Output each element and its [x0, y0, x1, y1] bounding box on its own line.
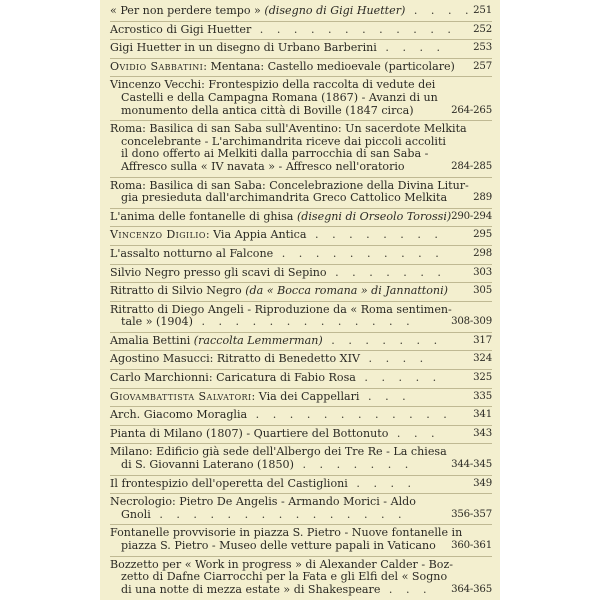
entry-text: Castelli e della Campagna Romana (1867) - Avanzi di un [121, 90, 438, 104]
entry-line [110, 42, 492, 55]
page-number: 308-309 [451, 316, 492, 328]
page-number: 295 [473, 229, 492, 241]
entry-line [110, 584, 492, 597]
index-entry [110, 389, 492, 408]
page-number: 303 [473, 266, 492, 278]
index-entry [110, 227, 492, 246]
index-entry [110, 476, 492, 495]
page-number: 335 [473, 390, 492, 402]
index-entry [110, 525, 492, 556]
index-entry [110, 283, 492, 302]
leader-dots: . . . . . [355, 371, 442, 385]
page-number: 324 [473, 353, 492, 365]
index-entry [110, 3, 492, 22]
entry-text: Pianta di Milano (1807) - Quartiere del Bottonuto [110, 426, 389, 440]
index-entry [110, 59, 492, 78]
entry-text: Giovambattista Salvatori [110, 389, 252, 403]
entry-text: Carlo Marchionni: Caricatura di Fabio Rosa [110, 371, 356, 385]
entry-line [110, 211, 492, 224]
entry-line [110, 316, 492, 329]
entry-text: : Via dei Cappellari [251, 389, 360, 403]
entry-line [110, 248, 492, 261]
entry-line [110, 335, 492, 348]
leader-dots: . . . . . . . . . . . . . [192, 315, 415, 329]
page-number: 257 [473, 60, 492, 72]
index-entry [110, 302, 492, 333]
page-number: 325 [473, 372, 492, 384]
leader-dots: . . . . [405, 4, 474, 17]
entry-text: Silvio Negro presso gli scavi di Sepino [110, 265, 327, 279]
page-number: 344-345 [451, 459, 492, 471]
index-entry [110, 40, 492, 59]
entry-text: il dono offerto ai Melkiti dalla parrocchia di san Saba - [121, 147, 429, 161]
index-entry [110, 209, 492, 228]
entry-line [110, 161, 492, 174]
entry-line [110, 409, 492, 422]
entry-text: Acrostico di Gigi Huetter [110, 22, 252, 36]
entry-text: (raccolta Lemmerman) [193, 333, 323, 347]
page-number: 251 [473, 5, 492, 16]
leader-dots: . . . . [376, 41, 446, 55]
leader-dots: . . . . . . . . . . [273, 246, 444, 260]
entry-text: gia presieduta dall'archimandrita Greco Cattolico Melkita [121, 191, 448, 205]
index-entry [110, 557, 492, 600]
page-number: 289 [473, 192, 492, 204]
index-entry [110, 22, 492, 41]
entry-line [110, 285, 492, 298]
entry-text: Necrologio: Pietro De Angelis - Armando Morici - Aldo [110, 495, 416, 509]
page-number: 364-365 [451, 583, 492, 595]
entry-text: : Mentana: Castello medioevale (particolare) [203, 59, 455, 73]
leader-dots: . . . . . . . . . . . . [251, 22, 456, 36]
entry-text: Fontanelle provvisorie in piazza S. Pietro - Nuove fontanelle in [110, 526, 463, 540]
index-entry [110, 444, 492, 475]
entry-text: Ritratto di Diego Angeli - Riproduzione da « Roma sentimen- [110, 302, 452, 316]
index-entry [110, 351, 492, 370]
index-entry [110, 246, 492, 265]
entry-text: Roma: Basilica di san Saba: Concelebrazione della Divina Litur- [110, 178, 469, 192]
entry-line [110, 192, 492, 205]
page-number: 284-285 [451, 160, 492, 172]
entry-text: Il frontespizio dell'operetta del Castiglioni [110, 476, 348, 490]
entry-line [110, 267, 492, 280]
index-entry [110, 494, 492, 525]
entry-line [110, 478, 492, 491]
entry-text: di una notte di mezza estate » di Shakespeare [121, 582, 381, 596]
leader-dots: . . . . [347, 476, 417, 490]
index-entry [110, 370, 492, 389]
entry-text: L'anima delle fontanelle di ghisa [110, 209, 297, 223]
leader-dots: . . . . [359, 352, 429, 366]
leader-dots: . . . [359, 389, 411, 403]
entry-text: (da « Bocca romana » di Jannattoni) [245, 284, 448, 298]
entry-line [110, 509, 492, 522]
index-entry [110, 333, 492, 352]
entry-line [110, 105, 492, 118]
page-number: 252 [473, 23, 492, 35]
entry-text: Amalia Bettini [110, 333, 194, 347]
entry-text: « Per non perdere tempo » [110, 4, 265, 17]
entry-line [110, 229, 492, 242]
leader-dots: . . . . . . . [326, 265, 446, 279]
entry-text: Agostino Masucci: Ritratto di Benedetto XIV [110, 352, 360, 366]
entry-line [110, 391, 492, 404]
leader-dots: . . . . . . . [293, 458, 414, 472]
entry-text: tale » (1904) [121, 315, 193, 329]
page-number: 298 [473, 247, 492, 259]
entry-text: Gigi Huetter in un disegno di Urbano Barberini [110, 41, 377, 55]
index-entry [110, 178, 492, 209]
entry-text: zetto di Dafne Ciarrocchi per la Fata e gli Elfi del « Sogno [121, 570, 448, 584]
entry-line [110, 61, 492, 74]
entry-line [110, 428, 492, 441]
entry-line [110, 372, 492, 385]
leader-dots: . . . [388, 426, 440, 440]
entry-text: Milano: Edificio già sede dell'Albergo dei Tre Re - La chiesa [110, 445, 447, 459]
index-page [100, 0, 500, 600]
entry-line [110, 353, 492, 366]
leader-dots: . . . . . . . . [306, 228, 443, 242]
entry-line [110, 459, 492, 472]
index-entry [110, 121, 492, 177]
entry-text: Ritratto di Silvio Negro [110, 284, 246, 298]
leader-dots: . . . [380, 582, 432, 596]
page-number: 341 [473, 409, 492, 421]
entry-text: di S. Giovanni Laterano (1850) [121, 458, 294, 472]
entry-text: (disegni di Orseolo Torossi) [296, 209, 452, 223]
page-number: 264-265 [451, 104, 492, 116]
page-number: 349 [473, 477, 492, 489]
entry-text: piazza S. Pietro - Museo delle vetture papali in Vaticano [121, 539, 436, 552]
entry-text: concelebrante - L'archimandrita riceve dai piccoli accoliti [121, 134, 446, 148]
entry-text: Affresco sulla « IV navata » - Affresco nell'oratorio [121, 159, 405, 173]
entry-text: L'assalto notturno al Falcone [110, 246, 274, 260]
page-number: 356-357 [451, 508, 492, 520]
page-number: 343 [473, 427, 492, 439]
entry-text: : Via Appia Antica [205, 228, 307, 242]
entry-text: Arch. Giacomo Moraglia [110, 408, 248, 422]
entry-line [110, 540, 492, 553]
page-number: 290-294 [451, 210, 492, 222]
index-entry [110, 77, 492, 121]
page-number: 317 [473, 334, 492, 346]
index-entry [110, 407, 492, 426]
page-number: 253 [473, 42, 492, 54]
entry-line [110, 5, 492, 18]
entry-text: Ovidio Sabbatini [110, 59, 204, 73]
entry-text: Vincenzo Vecchi: Frontespizio della raccolta di vedute dei [110, 78, 436, 92]
index-entry [110, 265, 492, 284]
leader-dots: . . . . . . . . . . . . . . . [150, 507, 407, 521]
leader-dots: . . . . . . . . . . . . [247, 408, 452, 422]
page-number: 305 [473, 285, 492, 297]
leader-dots: . . . . . . . [322, 333, 443, 347]
index-entry [110, 426, 492, 445]
entry-text: Vincenzo Digilio [110, 228, 206, 242]
entry-text: Gnoli [121, 507, 151, 521]
entry-text: Bozzetto per « Work in progress » di Alexander Calder - Boz- [110, 557, 454, 571]
entry-text: (disegno di Gigi Huetter) [264, 4, 406, 17]
page-number: 360-361 [451, 540, 492, 551]
entry-line [110, 24, 492, 37]
entry-text: Roma: Basilica di san Saba sull'Aventino: Un sacerdote Melkita [110, 122, 467, 136]
entry-text: monumento della antica città di Boville (1847 circa) [121, 103, 414, 117]
